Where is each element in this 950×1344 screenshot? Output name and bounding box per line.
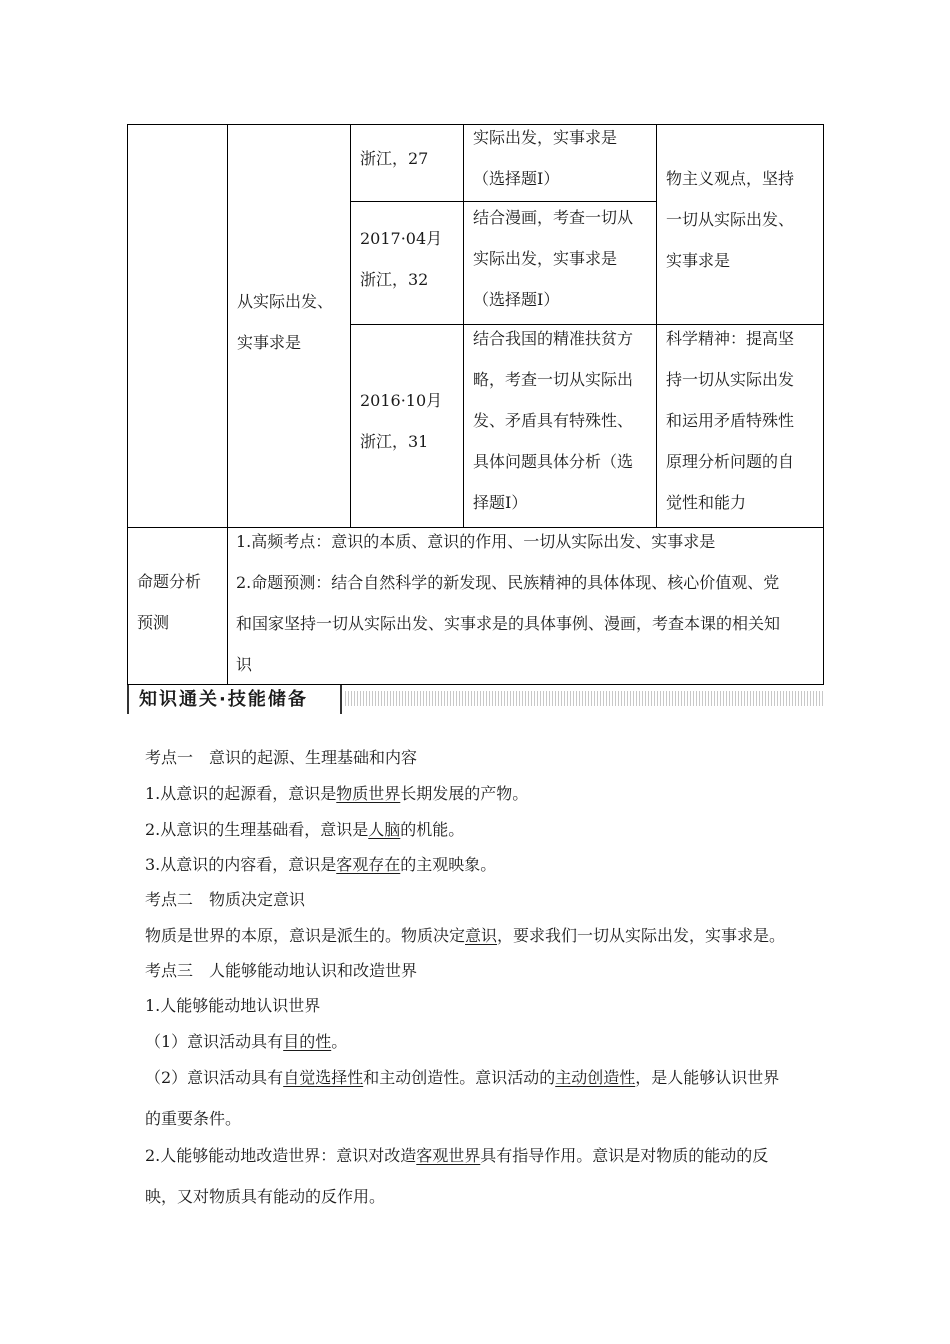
k2-title: 考点二 物质决定意识 [145, 890, 306, 909]
source-line: 2016·10月 [360, 391, 443, 410]
literacy-line: 持一切从实际出发 [666, 370, 795, 389]
text: 的主观映象。 [400, 855, 497, 874]
section-banner [127, 685, 823, 714]
k3-paragraph-3-cont: 的重要条件。 [145, 1109, 242, 1128]
source-line: 2017·04月 [360, 229, 443, 248]
text: 。 [331, 1032, 348, 1051]
k3-paragraph-4-cont: 映，又对物质具有能动的反作用。 [145, 1187, 386, 1206]
topic-line: 实事求是 [237, 333, 302, 352]
underlined-answer: 物质世界 [336, 784, 401, 803]
content-cell [473, 117, 617, 199]
underlined-answer: 主动创造性 [555, 1068, 636, 1087]
literacy-line: 原理分析问题的自 [666, 452, 795, 471]
text: 2.从意识的生理基础看，意识是 [145, 820, 369, 839]
text: 具有指导作用。意识是对物质的能动的反 [480, 1146, 769, 1165]
text: 3.从意识的内容看，意识是 [145, 855, 337, 874]
k3-paragraph-3 [145, 1068, 779, 1088]
source-line: 浙江，31 [360, 432, 429, 451]
analysis-line: 识 [236, 655, 253, 674]
literacy-cell [666, 158, 794, 281]
table-border-right [823, 124, 824, 685]
table-rule [227, 124, 228, 685]
table-border-left [127, 124, 128, 685]
k1-paragraph-3 [145, 855, 496, 875]
source-cell [360, 138, 428, 179]
k2-paragraph-1 [145, 926, 785, 946]
content-line: 实际出发，实事求是 [473, 249, 618, 268]
analysis-label [137, 561, 201, 643]
topic-cell [237, 281, 333, 363]
banner-title: 知识通关·技能储备 [127, 685, 342, 714]
text: （1）意识活动具有 [145, 1032, 284, 1051]
text: 和主动创造性。意识活动的 [363, 1068, 556, 1087]
table-rule [463, 124, 464, 528]
literacy-line: 科学精神：提高坚 [666, 329, 795, 348]
analysis-label-line: 预测 [137, 613, 170, 632]
content-line: （选择题Ⅰ） [473, 169, 560, 188]
text: ，是人能够认识世界 [635, 1068, 780, 1087]
content-cell [473, 318, 633, 523]
text: 的机能。 [400, 820, 465, 839]
content-cell [473, 197, 633, 320]
k3-paragraph-4 [145, 1146, 768, 1166]
content-line: 略，考查一切从实际出 [473, 370, 634, 389]
text: 物质是世界的本原，意识是派生的。物质决定 [145, 926, 466, 945]
underlined-answer: 自觉选择性 [283, 1068, 364, 1087]
content-line: 发、矛盾具有特殊性、 [473, 411, 634, 430]
text: （2）意识活动具有 [145, 1068, 284, 1087]
literacy-line: 一切从实际出发、 [666, 210, 795, 229]
banner-hatch-decoration [345, 691, 823, 706]
content-line: 结合我国的精准扶贫方 [473, 329, 634, 348]
content-line: 实际出发，实事求是 [473, 128, 618, 147]
literacy-line: 实事求是 [666, 251, 731, 270]
literacy-line: 觉性和能力 [666, 493, 747, 512]
source-line: 浙江，27 [360, 149, 429, 168]
table-rule [350, 124, 351, 528]
text: 2.人能够能动地改造世界：意识对改造 [145, 1146, 417, 1165]
source-line: 浙江，32 [360, 270, 429, 289]
content-line: 结合漫画，考查一切从 [473, 208, 634, 227]
underlined-answer: 客观存在 [336, 855, 401, 874]
underlined-answer: 目的性 [283, 1032, 332, 1051]
literacy-line: 和运用矛盾特殊性 [666, 411, 795, 430]
content-line: 择题Ⅰ） [473, 493, 528, 512]
text: 长期发展的产物。 [400, 784, 529, 803]
literacy-line: 物主义观点，坚持 [666, 169, 795, 188]
k1-paragraph-2 [145, 820, 464, 840]
underlined-answer: 意识 [465, 926, 498, 945]
source-cell [360, 380, 442, 462]
literacy-cell [666, 318, 794, 523]
source-cell [360, 218, 442, 300]
underlined-answer: 人脑 [368, 820, 401, 839]
k3-paragraph-2 [145, 1032, 347, 1052]
underlined-answer: 客观世界 [416, 1146, 481, 1165]
analysis-text [236, 521, 780, 685]
k1-title: 考点一 意识的起源、生理基础和内容 [145, 748, 418, 767]
text: ，要求我们一切从实际出发，实事求是。 [497, 926, 786, 945]
topic-line: 从实际出发、 [237, 292, 334, 311]
content-line: 具体问题具体分析（选 [473, 452, 634, 471]
table-rule [656, 124, 657, 528]
analysis-line: 1.高频考点：意识的本质、意识的作用、一切从实际出发、实事求是 [236, 532, 716, 551]
analysis-line: 和国家坚持一切从实际出发、实事求是的具体事例、漫画，考查本课的相关知 [236, 614, 781, 633]
text: 1.从意识的起源看，意识是 [145, 784, 337, 803]
content-line: （选择题Ⅰ） [473, 290, 560, 309]
analysis-label-line: 命题分析 [137, 572, 202, 591]
k1-paragraph-1 [145, 784, 528, 804]
k3-paragraph-1: 1.人能够能动地认识世界 [145, 996, 321, 1015]
analysis-line: 2.命题预测：结合自然科学的新发现、民族精神的具体体现、核心价值观、党 [236, 573, 780, 592]
k3-title: 考点三 人能够能动地认识和改造世界 [145, 961, 418, 980]
